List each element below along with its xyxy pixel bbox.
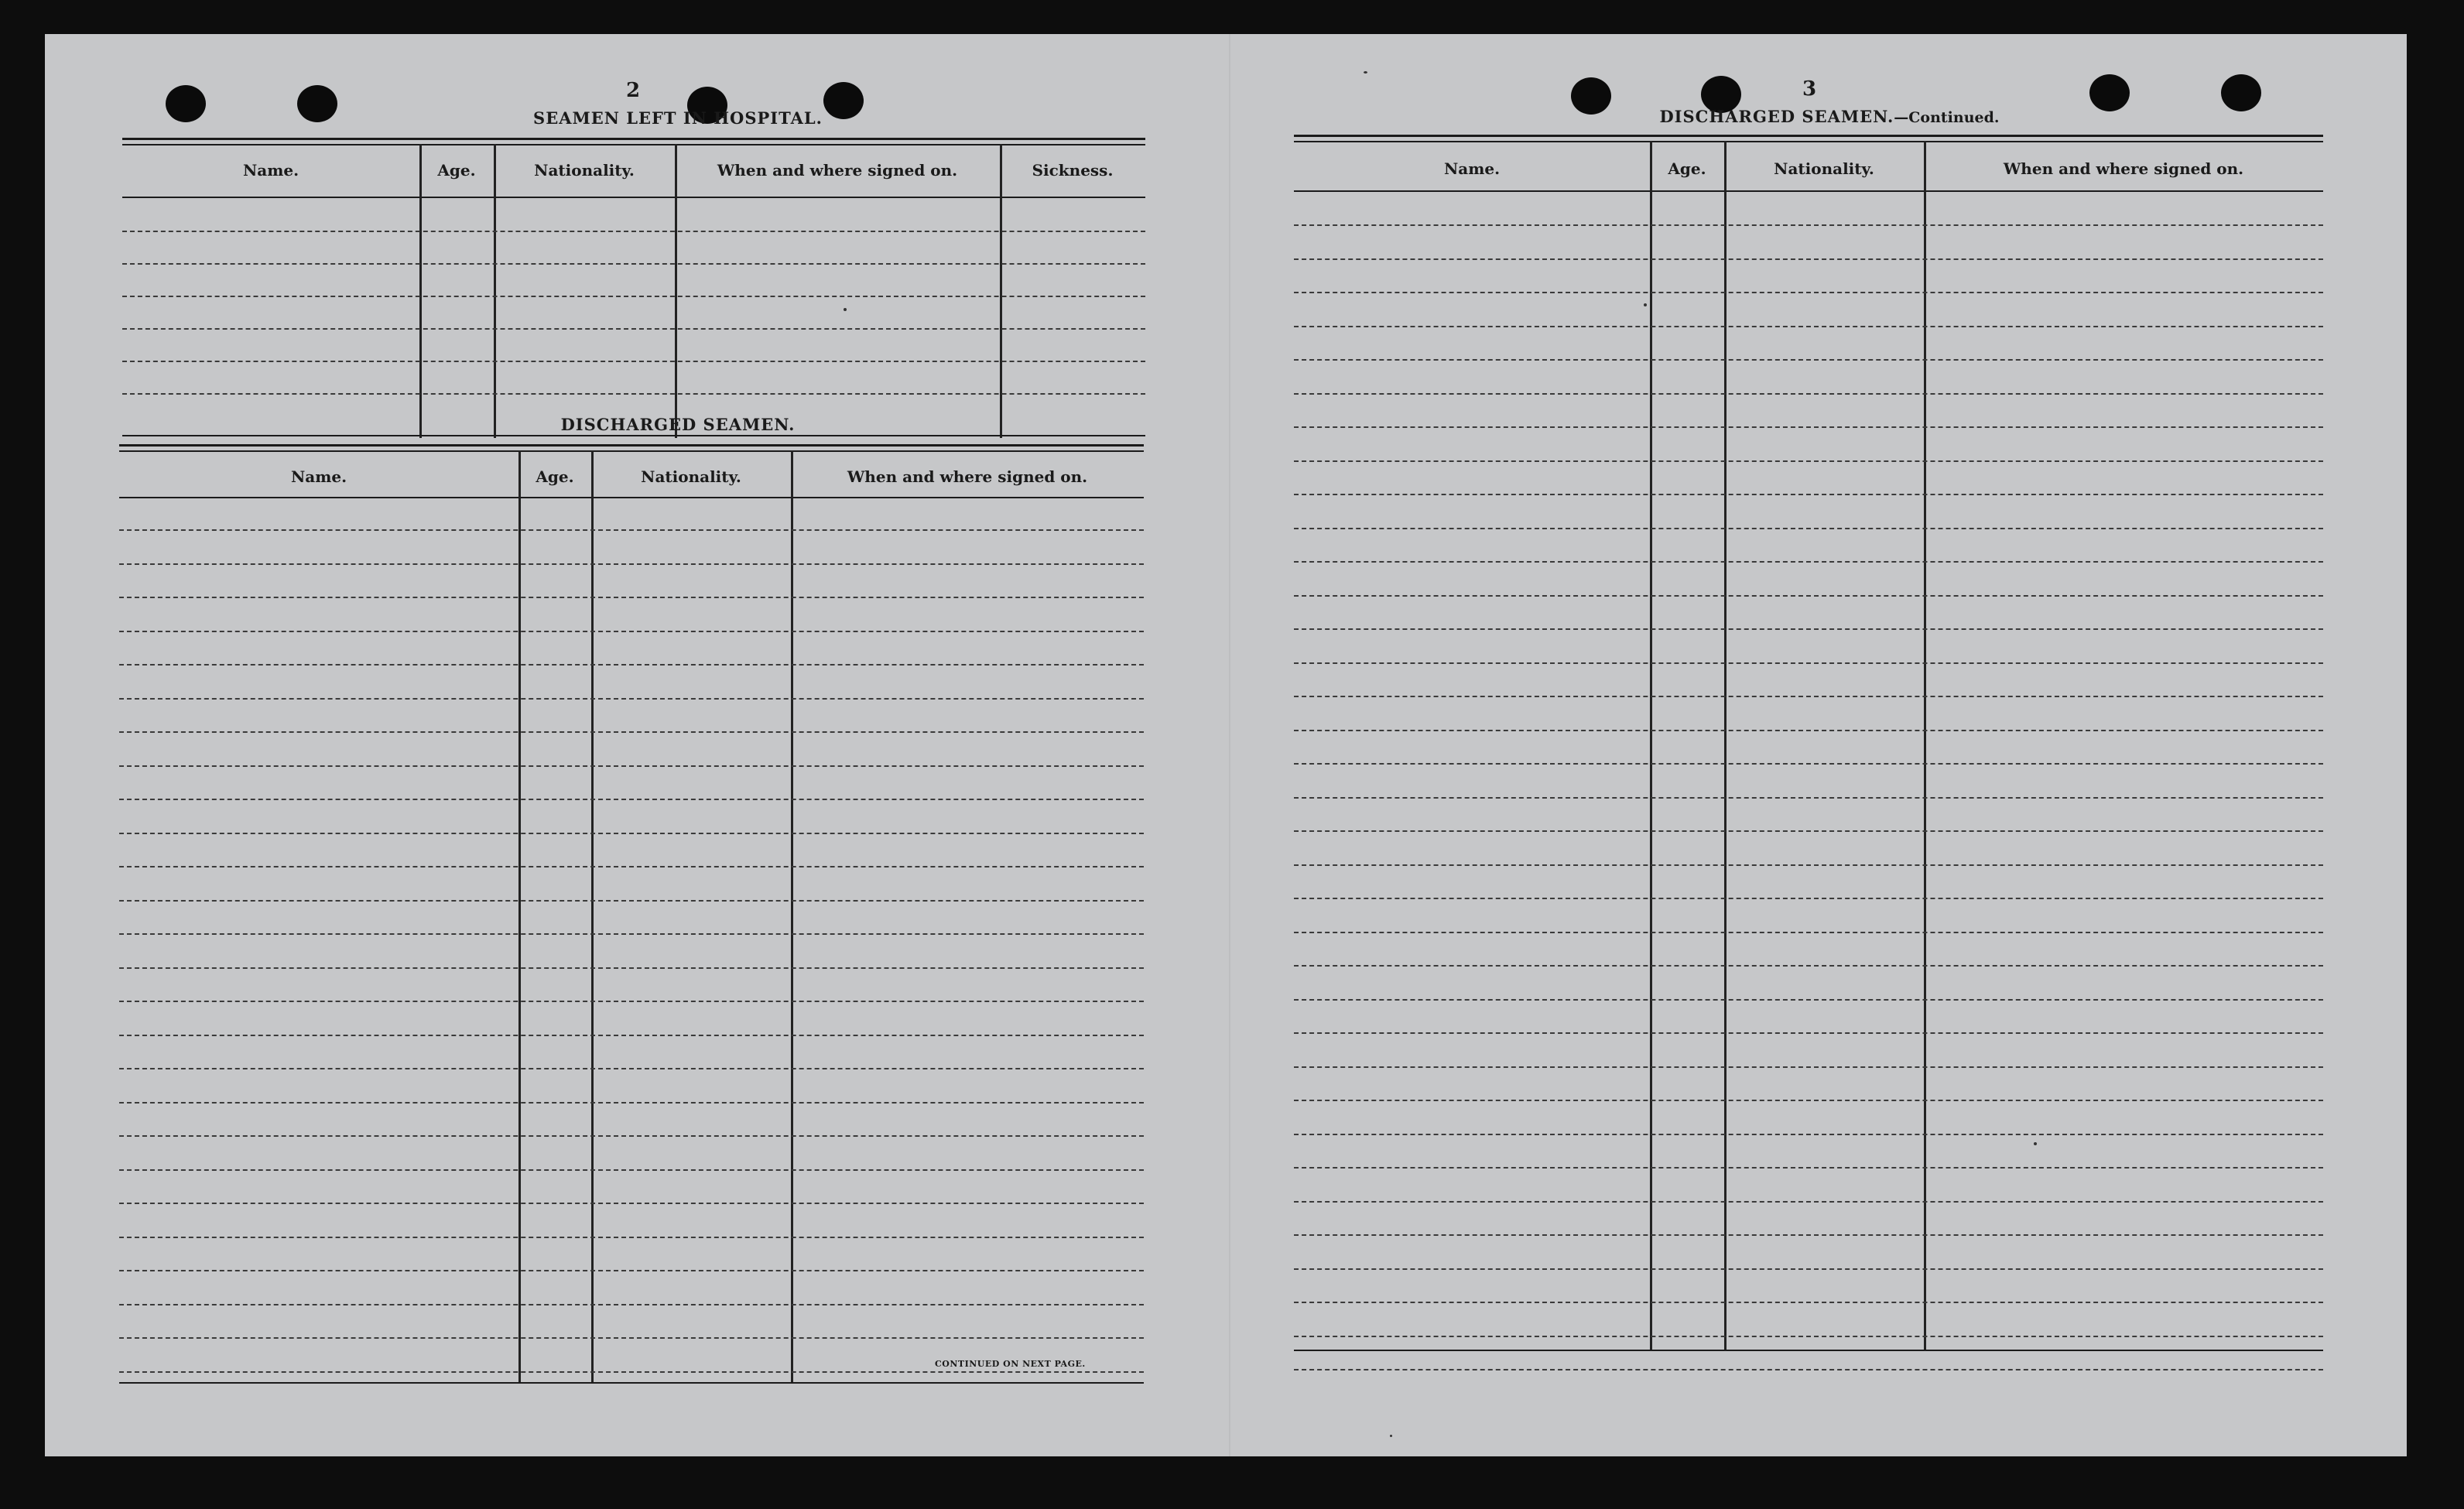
table-row bbox=[119, 900, 1144, 902]
table-row bbox=[1294, 696, 2323, 697]
table-row bbox=[119, 731, 1144, 733]
table-top-rule bbox=[119, 450, 1144, 452]
table-row bbox=[1294, 460, 2323, 462]
table-row bbox=[1294, 595, 2323, 597]
punch-hole bbox=[2221, 74, 2261, 111]
col-header-name: Name. bbox=[1443, 159, 1501, 178]
table-row bbox=[122, 361, 1145, 362]
table-top-rule bbox=[1294, 135, 2323, 137]
table-row bbox=[1294, 1134, 2323, 1135]
table-row bbox=[1294, 258, 2323, 260]
table-row bbox=[119, 664, 1144, 666]
punch-hole bbox=[2089, 74, 2130, 111]
paper-speck bbox=[1390, 1435, 1392, 1437]
continued-note: CONTINUED ON NEXT PAGE. bbox=[935, 1359, 1086, 1369]
table-row bbox=[1294, 1100, 2323, 1101]
table-row bbox=[1294, 797, 2323, 799]
table-row bbox=[1294, 1336, 2323, 1337]
table-row bbox=[119, 833, 1144, 834]
header-rule bbox=[1294, 190, 2323, 192]
table-row bbox=[122, 296, 1145, 297]
table-row bbox=[119, 1035, 1144, 1036]
table-row bbox=[119, 597, 1144, 598]
table-row bbox=[1294, 628, 2323, 630]
col-header-name: Name. bbox=[290, 467, 347, 486]
hospital-table bbox=[122, 138, 1145, 443]
col-header-age: Age. bbox=[437, 161, 476, 180]
table-row bbox=[1294, 662, 2323, 664]
col-header-age: Age. bbox=[536, 467, 574, 486]
page-fold bbox=[1229, 34, 1230, 1456]
table-row bbox=[119, 1068, 1144, 1069]
table-top-rule bbox=[122, 144, 1145, 145]
table-row bbox=[1294, 864, 2323, 866]
header-rule bbox=[119, 497, 1144, 498]
table-row bbox=[1294, 965, 2323, 967]
column-divider bbox=[591, 450, 594, 1382]
right-section-title-text: DISCHARGED SEAMEN. bbox=[1659, 107, 1894, 126]
discharged-table-right bbox=[1294, 135, 2323, 1357]
hospital-section-title: SEAMEN LEFT IN HOSPITAL. bbox=[533, 108, 823, 128]
column-divider bbox=[791, 450, 793, 1382]
paper-speck bbox=[844, 308, 847, 311]
table-row bbox=[1294, 1032, 2323, 1034]
right-page-number: 3 bbox=[1802, 77, 1817, 101]
table-bottom-rule bbox=[122, 435, 1145, 436]
table-row bbox=[119, 563, 1144, 565]
table-row bbox=[1294, 1268, 2323, 1270]
table-top-rule bbox=[1294, 141, 2323, 142]
discharged-section-title: DISCHARGED SEAMEN. bbox=[560, 415, 796, 434]
table-row bbox=[1294, 1369, 2323, 1370]
table-row bbox=[119, 631, 1144, 632]
table-row bbox=[119, 1371, 1144, 1373]
paper-speck bbox=[1644, 303, 1647, 306]
table-row bbox=[122, 393, 1145, 395]
table-row bbox=[119, 698, 1144, 700]
table-row bbox=[1294, 326, 2323, 327]
table-row bbox=[119, 866, 1144, 867]
col-header-nationality: Nationality. bbox=[534, 161, 635, 180]
table-top-rule bbox=[119, 444, 1144, 447]
right-section-title bbox=[1551, 107, 2108, 126]
table-row bbox=[1294, 494, 2323, 495]
table-bottom-rule bbox=[1294, 1350, 2323, 1351]
table-row bbox=[1294, 1201, 2323, 1203]
table-row bbox=[119, 1270, 1144, 1271]
table-row bbox=[1294, 763, 2323, 765]
table-row bbox=[1294, 1167, 2323, 1169]
table-row bbox=[119, 1304, 1144, 1305]
col-header-nationality: Nationality. bbox=[1774, 159, 1874, 178]
table-row bbox=[1294, 898, 2323, 899]
table-row bbox=[119, 765, 1144, 767]
column-divider bbox=[518, 450, 521, 1382]
table-row bbox=[1294, 932, 2323, 933]
col-header-age: Age. bbox=[1668, 159, 1706, 178]
discharged-table-left bbox=[119, 444, 1144, 1388]
table-row bbox=[119, 1237, 1144, 1238]
col-header-nationality: Nationality. bbox=[641, 467, 741, 486]
table-row bbox=[1294, 426, 2323, 428]
document-sheet bbox=[45, 34, 2407, 1456]
table-row bbox=[1294, 528, 2323, 529]
col-header-name: Name. bbox=[242, 161, 299, 180]
table-row bbox=[1294, 1066, 2323, 1068]
table-row bbox=[1294, 359, 2323, 361]
col-header-signed-on: When and where signed on. bbox=[847, 467, 1088, 486]
header-rule bbox=[122, 197, 1145, 198]
table-row bbox=[119, 1135, 1144, 1137]
table-row bbox=[119, 529, 1144, 531]
table-row bbox=[119, 1169, 1144, 1171]
table-row bbox=[119, 1203, 1144, 1204]
table-row bbox=[1294, 1302, 2323, 1303]
col-header-signed-on: When and where signed on. bbox=[2003, 159, 2244, 178]
continued-suffix: —Continued. bbox=[1894, 109, 2000, 126]
table-row bbox=[119, 799, 1144, 800]
punch-hole bbox=[297, 85, 337, 122]
table-bottom-rule bbox=[119, 1382, 1144, 1384]
table-row bbox=[1294, 730, 2323, 731]
table-row bbox=[1294, 561, 2323, 563]
table-row bbox=[122, 231, 1145, 232]
col-header-signed-on: When and where signed on. bbox=[717, 161, 958, 180]
table-row bbox=[1294, 999, 2323, 1001]
table-row bbox=[1294, 1234, 2323, 1236]
left-page-number: 2 bbox=[625, 79, 641, 102]
table-row bbox=[1294, 224, 2323, 226]
table-row bbox=[119, 933, 1144, 935]
paper-speck bbox=[2034, 1142, 2037, 1145]
table-row bbox=[1294, 830, 2323, 832]
table-row bbox=[122, 328, 1145, 330]
table-row bbox=[119, 1001, 1144, 1002]
table-row bbox=[122, 263, 1145, 265]
table-row bbox=[119, 967, 1144, 969]
punch-hole bbox=[166, 85, 206, 122]
table-row bbox=[1294, 292, 2323, 293]
paper-speck bbox=[1364, 71, 1367, 74]
col-header-sickness: Sickness. bbox=[1032, 161, 1114, 180]
table-row bbox=[119, 1102, 1144, 1104]
table-row bbox=[1294, 393, 2323, 395]
table-row bbox=[119, 1337, 1144, 1339]
table-top-rule bbox=[122, 138, 1145, 140]
